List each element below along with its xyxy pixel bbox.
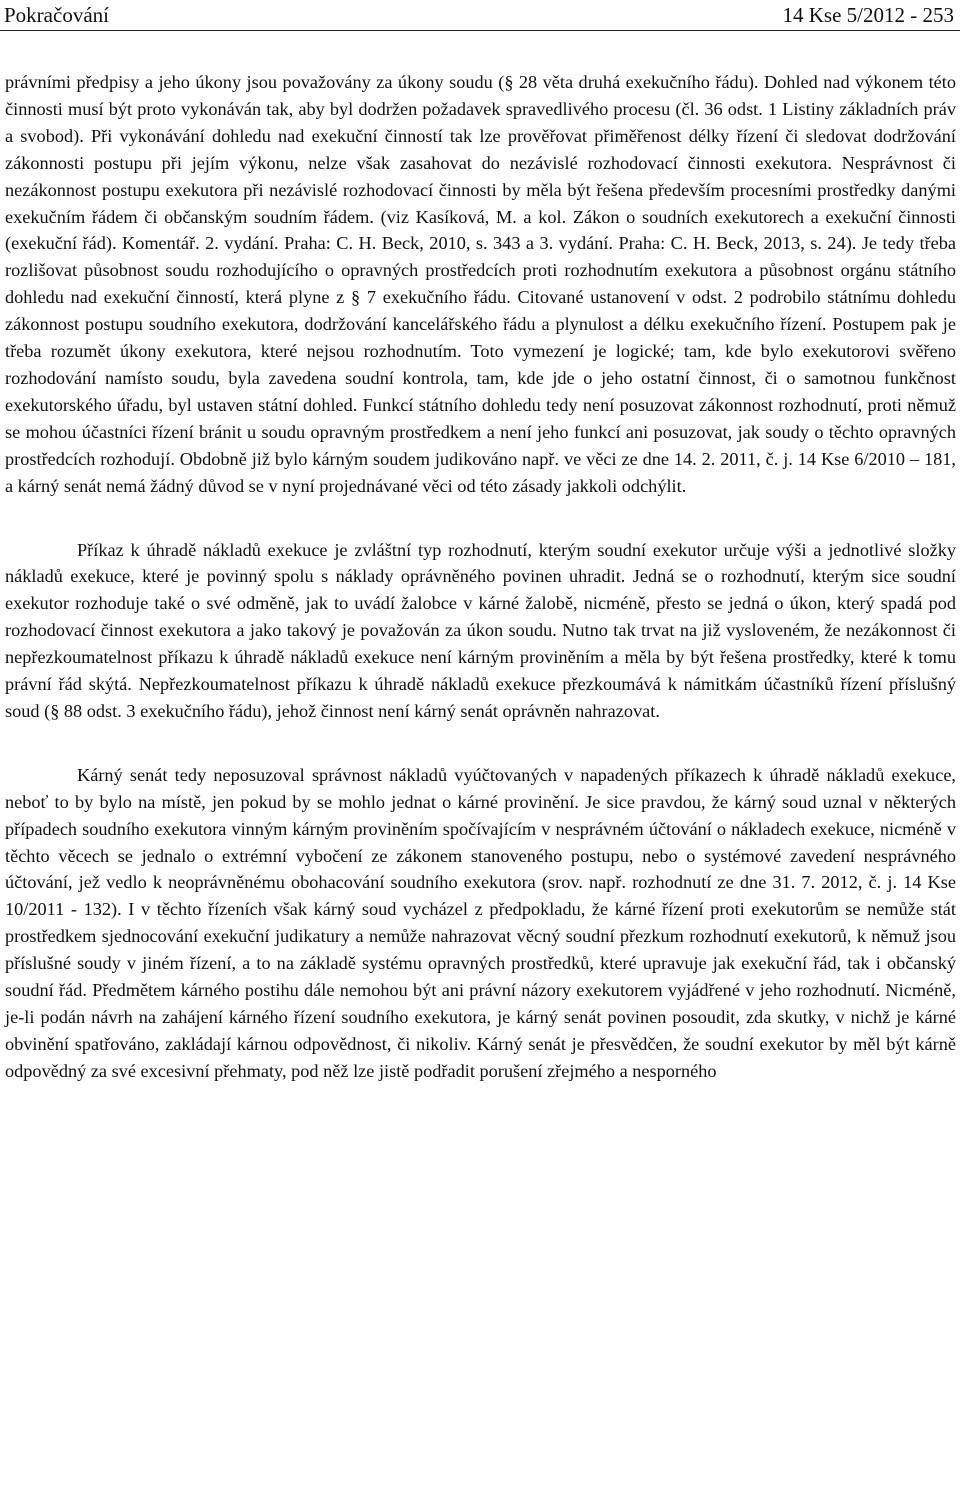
body-paragraph-1: právními předpisy a jeho úkony jsou považovány za úkony soudu (§ 28 věta druhá exekučního řádu). Dohled nad výkonem této činnosti musí být proto vykonáván tak, aby byl dodržen požadavek spravedlivého procesu (čl. 36 odst. 1 Listiny základních práv a svobod). Při vykonávání dohledu nad exekuční činností tak lze prověřovat přiměřenost délky řízení či sledovat dodržování zákonnosti postupu při jejím výkonu, nelze však zasahovat do nezávislé rozhodovací činnosti exekutora. Nesprávnost či nezákonnost postupu exekutora při nezávislé rozhodovací činnosti by měla být řešena především procesními prostředky danými exekučním řádem či občanským soudním řádem. (viz Kasíková, M. a kol. Zákon o soudních exekutorech a exekuční činnosti (exekuční řád). Komentář. 2. vydání. Praha: C. H. Beck, 2010, s. 343 a 3. vydání. Praha: C. H. Beck, 2013, s. 24). Je tedy třeba rozlišovat působnost soudu rozhodujícího o opravných prostředcích proti rozhodnutím exekutora a působnost orgánu státního dohledu nad exekuční činností, která plyne z § 7 exekučního řádu. Citované ustanovení v odst. 2 podrobilo státnímu dohledu zákonnost postupu soudního exekutora, dodržování kancelářského řádu a plynulost a délku exekučního řízení. Postupem pak je třeba rozumět úkony exekutora, které nejsou rozhodnutím. Toto vymezení je logické; tam, kde bylo exekutorovi svěřeno rozhodování namísto soudu, byla zavedena soudní kontrola, tam, kde jde o jeho ostatní činnost, či o samotnou funkčnost exekutorského úřadu, byl ustaven státní dohled. Funkcí státního dohledu tedy není posuzovat zákonnost rozhodnutí, proti němuž se mohou účastníci řízení bránit u soudu opravným prostředkem a není jeho funkcí ani posuzovat, jak soudy o těchto opravných prostředcích rozhodují. Obdobně již bylo kárným soudem judikováno např. ve věci ze dne 14. 2. 2011, č. j. 14 Kse 6/2010 – 181, a kárný senát nemá žádný důvod se v nyní projednávané věci od této zásady jakkoli odchýlit. bbox=[5, 72, 956, 496]
document-body bbox=[5, 69, 956, 1085]
page-header bbox=[0, 0, 960, 32]
header-divider bbox=[0, 30, 960, 31]
running-header-case-number: 14 Kse 5/2012 - 253 bbox=[782, 3, 954, 27]
body-paragraph-3: Kárný senát tedy neposuzoval správnost nákladů vyúčtovaných v napadených příkazech k úhradě nákladů exekuce, neboť to by bylo na místě, jen pokud by se mohlo jednat o kárné provinění. Je sice pravdou, že kárný soud uznal v některých případech soudního exekutora vinným kárným proviněním spočívajícím v nesprávném účtování o nákladech exekuce, nicméně v těchto věcech se jednalo o extrémní vybočení ze zákonem stanoveného postupu, nebo o systémové zavedení nesprávného účtování, jež vedlo k neoprávněnému obohacování soudního exekutora (srov. např. rozhodnutí ze dne 31. 7. 2012, č. j. 14 Kse 10/2011 - 132). I v těchto řízeních však kárný soud vycházel z předpokladu, že kárné řízení proti exekutorům se nemůže stát prostředkem sjednocování exekuční judikatury a nemůže nahrazovat věcný soudní přezkum rozhodnutí exekutorů, k němuž jsou příslušné soudy v jiném řízení, a to na základě systému opravných prostředků, které upravuje jak exekuční řád, tak i občanský soudní řád. Předmětem kárného postihu dále nemohou být ani právní názory exekutorem vyjádřené v jeho rozhodnutí. Nicméně, je-li podán návrh na zahájení kárného řízení soudního exekutora, je kárný senát povinen posoudit, zda skutky, v nichž je kárné obvinění spatřováno, zakládají kárnou odpovědnost, či nikoliv. Kárný senát je přesvědčen, že soudní exekutor by měl být kárně odpovědný za své excesivní přehmaty, pod něž lze jistě podřadit porušení zřejmého a nesporného bbox=[5, 764, 956, 1081]
paragraph-spacer bbox=[5, 725, 956, 762]
paragraph-spacer bbox=[5, 500, 956, 537]
body-paragraph-2: Příkaz k úhradě nákladů exekuce je zvláštní typ rozhodnutí, kterým soudní exekutor určuje výši a jednotlivé složky nákladů exekuce, které je povinný spolu s náklady oprávněného povinen uhradit. Jedná se o rozhodnutí, kterým sice soudní exekutor rozhoduje také o své odměně, jak to uvádí žalobce v kárné žalobě, nicméně, přesto se jedná o úkon, který spadá pod rozhodovací činnost exekutora a jako takový je považován za úkon soudu. Nutno tak trvat na již vysloveném, že nezákonnost či nepřezkoumatelnost příkazu k úhradě nákladů exekuce není kárným proviněním a měla by být řešena prostředky, které k tomu právní řád skýtá. Nepřezkoumatelnost příkazu k úhradě nákladů exekuce přezkoumává k námitkám účastníků řízení příslušný soud (§ 88 odst. 3 exekučního řádu), jehož činnost není kárný senát oprávněn nahrazovat. bbox=[5, 539, 956, 721]
running-header-continuation: Pokračování bbox=[4, 3, 109, 27]
